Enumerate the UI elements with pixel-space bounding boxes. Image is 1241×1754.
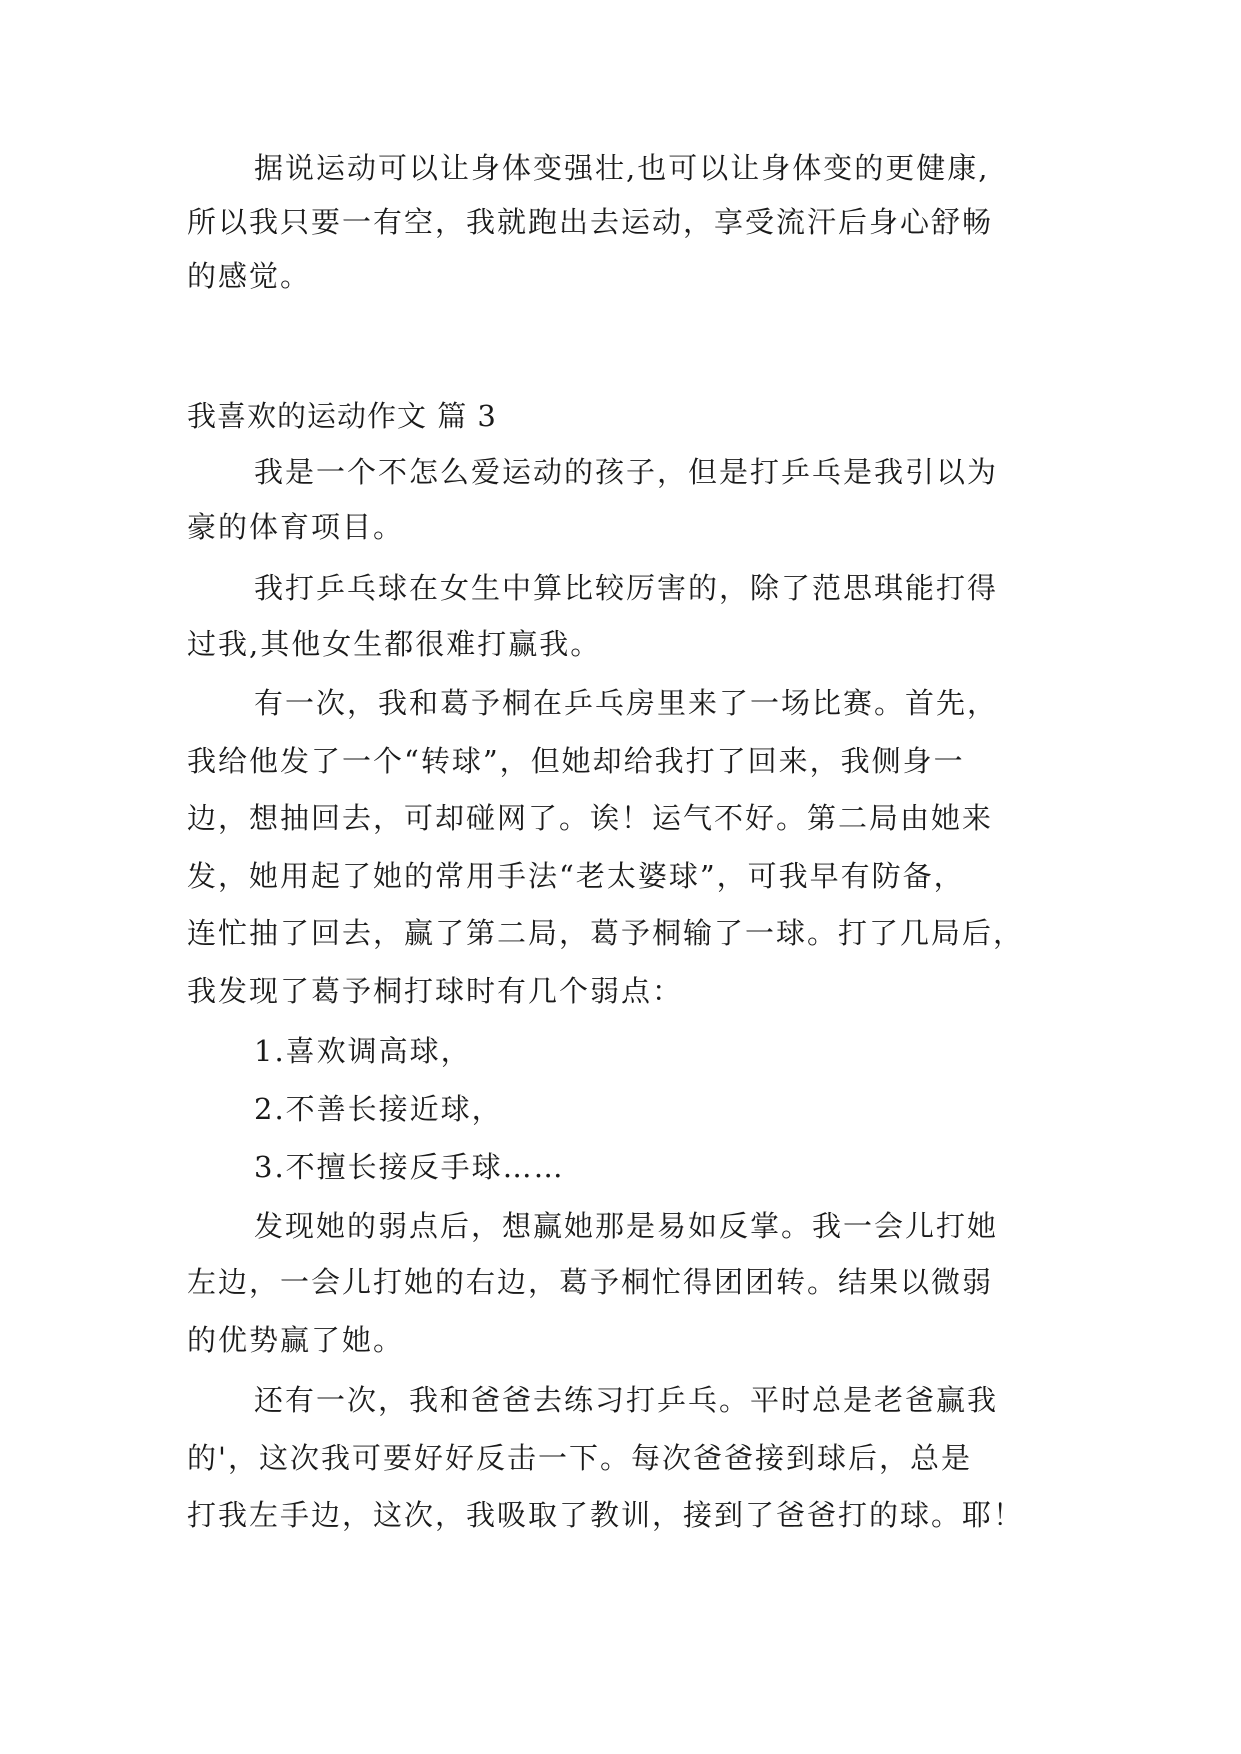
paragraph-5-line-1: 发现她的弱点后，想赢她那是易如反掌。我一会儿打她 bbox=[254, 1209, 999, 1243]
paragraph-4-line-1: 有一次，我和葛予桐在乒乓房里来了一场比赛。首先， bbox=[254, 686, 999, 720]
paragraph-4-line-4: 发，她用起了她的常用手法“老太婆球”，可我早有防备， bbox=[187, 859, 965, 893]
paragraph-4-line-6: 我发现了葛予桐打球时有几个弱点： bbox=[187, 974, 684, 1008]
section-heading: 我喜欢的运动作文 篇 3 bbox=[187, 399, 497, 433]
paragraph-3-line-1: 我打乒乓球在女生中算比较厉害的，除了范思琪能打得 bbox=[254, 571, 999, 605]
paragraph-6-line-1: 还有一次，我和爸爸去练习打乒乓。平时总是老爸赢我 bbox=[254, 1383, 999, 1417]
paragraph-1-line-3: 的感觉。 bbox=[187, 259, 312, 293]
paragraph-1-line-1: 据说运动可以让身体变强壮,也可以让身体变的更健康, bbox=[254, 151, 990, 185]
paragraph-3-line-2: 过我,其他女生都很难打赢我。 bbox=[187, 627, 602, 661]
paragraph-5-line-2: 左边，一会儿打她的右边，葛予桐忙得团团转。结果以微弱 bbox=[187, 1265, 994, 1299]
list-item-3: 3.不擅长接反手球…… bbox=[254, 1150, 565, 1184]
list-item-2: 2.不善长接近球， bbox=[254, 1092, 503, 1126]
paragraph-2-line-2: 豪的体育项目。 bbox=[187, 510, 405, 544]
paragraph-6-line-2: 的'，这次我可要好好反击一下。每次爸爸接到球后，总是 bbox=[187, 1441, 972, 1475]
paragraph-4-line-5: 连忙抽了回去，赢了第二局，葛予桐输了一球。打了几局后， bbox=[187, 916, 1025, 950]
paragraph-4-line-3: 边，想抽回去，可却碰网了。诶！运气不好。第二局由她来 bbox=[187, 801, 994, 835]
paragraph-1-line-2: 所以我只要一有空，我就跑出去运动，享受流汗后身心舒畅 bbox=[187, 205, 994, 239]
list-item-1: 1.喜欢调高球， bbox=[254, 1034, 472, 1068]
paragraph-5-line-3: 的优势赢了她。 bbox=[187, 1323, 405, 1357]
paragraph-6-line-3: 打我左手边，这次，我吸取了教训，接到了爸爸打的球。耶！ bbox=[187, 1498, 1025, 1532]
paragraph-2-line-1: 我是一个不怎么爱运动的孩子，但是打乒乓是我引以为 bbox=[254, 455, 999, 489]
paragraph-4-line-2: 我给他发了一个“转球”，但她却给我打了回来，我侧身一 bbox=[187, 744, 965, 778]
